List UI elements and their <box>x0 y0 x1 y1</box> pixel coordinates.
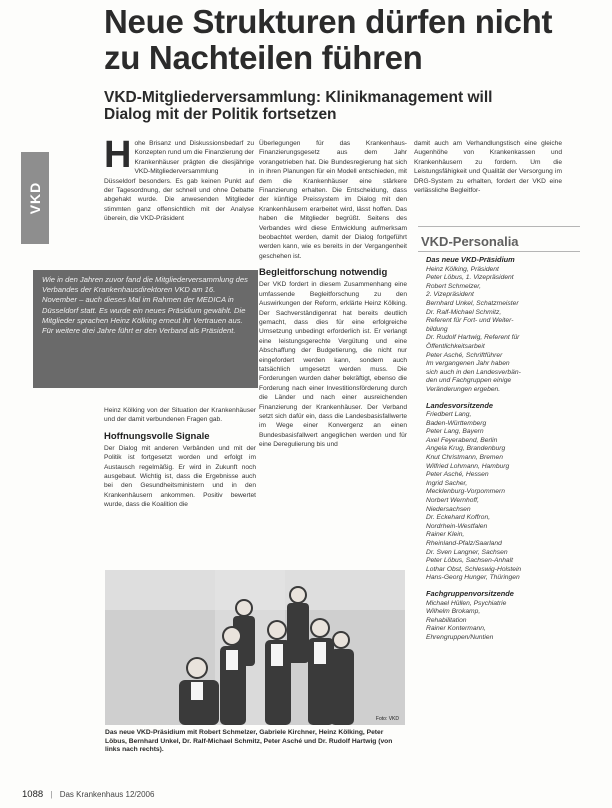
subhead-line-1: VKD-Mitgliederversammlung: Klinikmanagement will <box>104 89 493 106</box>
personalia-line: Norbert Wernhoff, <box>426 497 480 505</box>
page-footer <box>22 789 154 800</box>
personalia-line: Friedbert Lang, <box>426 411 472 419</box>
section-tab-label: VKD <box>27 181 43 215</box>
personalia-line: Dr. Sven Langner, Sachsen <box>426 548 508 556</box>
continued-paragraph: Heinz Kölking von der Situation der Krankenhäuser und der damit verbundenen Fragen gab. <box>104 407 256 424</box>
personalia-line: Angela Krug, Brandenburg <box>426 445 506 453</box>
pull-quote-text: Wie in den Jahren zuvor fand die Mitgliederversammlung des Verbandes der Krankenhausdirektoren VKD am 16. November – auch dieses Mal im Rahmen der MEDICA in Düsseldorf statt. Es wurde ein neues Präsidium gewählt. Die Mitglieder sprachen Heinz Kölking erneut ihr Vertrauen aus. Für weitere drei Jahre führt er den Verband als Präsident. <box>42 275 248 336</box>
signale-paragraph: Der Dialog mit anderen Verbänden und mit der Politik ist fortgesetzt worden und erfolgt im Austausch regelmäßig. Er wird in Zukunft noch ausgebaut. Wichtig ist, dass die Ergebnisse auch bei den Gesundheitsministern und in den Krankenhäusern ankommen. Positiv bewertet wurde, dass die Koalition die <box>104 444 256 509</box>
photo-caption: Das neue VKD-Präsidium mit Robert Schmelzer, Gabriele Kirchner, Heinz Kölking, Peter Löbus, Bernhard Unkel, Dr. Ralf-Michael Schmitz, Peter Asché und Dr. Rudolf Hartwig (von links nach rechts). <box>105 729 393 754</box>
section-heading-hoffnungsvolle-signale: Hoffnungsvolle Signale <box>104 430 210 442</box>
headline-line-1: Neue Strukturen dürfen nicht <box>104 3 553 40</box>
article-subhead <box>104 89 584 123</box>
section-tab <box>21 152 49 244</box>
group-photo <box>105 570 405 725</box>
personalia-line: Peter Lang, Bayern <box>426 428 484 436</box>
article-column-1 <box>104 134 254 224</box>
personalia-line: Rainer Klein, <box>426 531 465 539</box>
group-photo-illustration <box>105 570 405 725</box>
article-column-3 <box>414 139 562 195</box>
personalia-box <box>426 256 576 643</box>
personalia-line: 2. Vizepräsident <box>426 291 474 299</box>
personalia-line: Michael Hüllen, Psychiatrie <box>426 599 507 607</box>
section-heading-begleitforschung: Begleitforschung notwendig <box>259 267 388 279</box>
personalia-line: Rainer Kontermann, <box>426 625 486 633</box>
personalia-heading-landesvorsitzende: Landesvorsitzende <box>426 400 493 410</box>
personalia-line: Wilfried Lohmann, Hamburg <box>426 462 510 470</box>
personalia-line: Peter Löbus, Sachsen-Anhalt <box>426 557 513 565</box>
column-2-paragraph: Überlegungen für das Krankenhaus-Finanzierungsgesetz aus dem Jahr vorangetrieben hat. Die Bundesregierung hat sich in ihren Planungen für ein Modell entschieden, mit dem die Krankenhäuser eine stärkere Finanzierung erhalten. Die Entscheidung, dass der künftige Preissystem im Dialog mit den Krankenhäusern erarbeitet wird, lässt hoffen. Das haben die Mitglieder begrüßt. Seitens des Verbandes wird diese Entwicklung aufmerksam beobachtet werden, damit der Dialog fortgeführt werden kann, wie es bereits in der Vergangenheit geschehen ist. <box>259 140 407 260</box>
personalia-line: Im vergangenen Jahr haben <box>426 360 510 368</box>
begleitforschung-paragraph: Der VKD fordert in diesem Zusammenhang eine umfassende Begleitforschung zu den Auswirkungen der Reform, erklärte Heinz Kölking. Der Sachverständigenrat hat bereits deutlich gemacht, dass dies für eine erfolgreiche Umsetzung unbedingt erforderlich ist. Er verlangt eine leistungsgerechte Vergütung und eine Abschaffung der Budgetierung, die nicht nur eingefordert werden kann, sondern auch tatsächlich umgesetzt werden muss. Die Forderungen wurden daher bekräftigt, ebenso die Forderung nach einer Investitionsförderung durch die Länder und nach einer ausreichenden Finanzierung der Krankenhäuser. Der Verband setzt sich dafür ein, dass die Landesbasisfallwerte im Wege einer Konvergenz an einen Bundesbasisfallwert angeglichen werden und für eine Deregulierung bis und <box>259 281 407 449</box>
personalia-line: Peter Asché, Schriftführer <box>426 351 503 359</box>
personalia-line: Veränderungen ergeben. <box>426 385 501 393</box>
personalia-line: Lothar Obst, Schleswig-Holstein <box>426 565 522 573</box>
personalia-title: VKD-Personalia <box>421 234 519 249</box>
personalia-line: bildung <box>426 325 448 333</box>
personalia-line: Referent für Fort- und Weiter- <box>426 317 514 325</box>
personalia-line: den und Fachgruppen einige <box>426 377 512 385</box>
article-column-2 <box>259 139 407 450</box>
subhead-line-2: Dialog mit der Politik fortsetzen <box>104 106 337 123</box>
personalia-line: Ingrid Sacher, <box>426 479 468 487</box>
personalia-line: Knut Christmann, Bremen <box>426 454 503 462</box>
personalia-line: Öffentlichkeitsarbeit <box>426 342 485 350</box>
personalia-title-divider <box>418 251 580 252</box>
personalia-line: Peter Löbus, 1. Vizepräsident <box>426 274 514 282</box>
headline-line-2: zu Nachteilen führen <box>104 39 423 76</box>
intro-paragraph: ohe Brisanz und Diskussionsbedarf zu Konzepten rund um die Finanzierung der Krankenhäuser prägten die diesjährige VKD-Mitgliederversammlung in Düsseldorf besonders. Es gab keinen Punkt auf der Tagesordnung, der schnell und ohne Debatte abgehakt wurde. Die anwesenden Mitglieder stimmten ganz offensichtlich mit der Analyse überein, die VKD-Präsident <box>104 140 254 223</box>
personalia-line: Axel Feyerabend, Berlin <box>426 436 498 444</box>
personalia-line: Bernhard Unkel, Schatzmeister <box>426 299 519 307</box>
personalia-line: Rheinland-Pfalz/Saarland <box>426 540 502 547</box>
personalia-line: Dr. Rudolf Hartwig, Referent für <box>426 334 520 342</box>
personalia-line: Baden-Württemberg <box>426 419 487 427</box>
personalia-line: sich auch in den Landesverbän- <box>426 368 521 376</box>
footer-separator: | <box>50 790 53 799</box>
journal-issue: Das Krankenhaus 12/2006 <box>59 790 155 799</box>
dropcap: H <box>104 134 132 176</box>
personalia-line: Rehabilitation <box>426 616 467 624</box>
personalia-heading-praesidium: Das neue VKD-Präsidium <box>426 255 515 264</box>
personalia-heading-fachgruppen: Fachgruppenvorsitzende <box>426 588 514 598</box>
personalia-line: Nordrhein-Westfalen <box>426 522 488 530</box>
column-3-paragraph: damit auch am Verhandlungstisch eine gleiche Augenhöhe von Krankenkassen und Krankenhäusern zu fordern. Um die Leistungsfähigkeit und Qualität der Versorgung im DRG-System zu erhalten, fordert der VKD eine verlässliche Begleitfor- <box>414 140 562 195</box>
personalia-line: Peter Asché, Hessen <box>426 471 489 479</box>
photo-credit: Foto: VKD <box>375 716 399 722</box>
personalia-line: Wilhelm Brokamp, <box>426 608 481 616</box>
article-column-1-continued <box>104 406 256 510</box>
personalia-line: Hans-Georg Hunger, Thüringen <box>426 574 520 582</box>
personalia-line: Mecklenburg-Vorpommern <box>426 488 505 496</box>
personalia-divider <box>418 226 580 227</box>
article-headline <box>104 4 604 76</box>
personalia-line: Heinz Kölking, Präsident <box>426 265 499 273</box>
personalia-line: Ehrengruppen/Nuntien <box>426 633 494 641</box>
personalia-line: Dr. Eckehard Koffron, <box>426 514 491 522</box>
personalia-line: Robert Schmelzer, <box>426 282 482 290</box>
personalia-line: Niedersachsen <box>426 505 471 513</box>
pull-quote-box <box>33 270 258 388</box>
page-number: 1088 <box>22 789 44 800</box>
personalia-line: Dr. Ralf-Michael Schmitz, <box>426 308 502 316</box>
